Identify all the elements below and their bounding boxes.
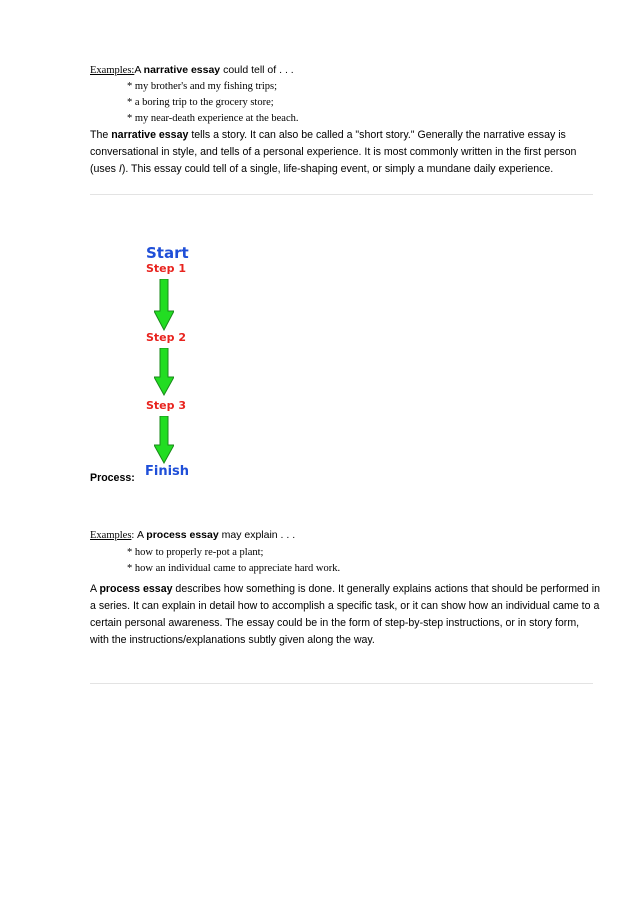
narrative-intro-post: could tell of . . .: [220, 64, 294, 76]
flowchart-finish-label: Finish: [145, 464, 190, 479]
process-paragraph: [90, 581, 600, 649]
down-arrow-icon: [154, 279, 174, 331]
narrative-para-mid: tells a story. It can also be called a "short story." Generally the narrative essay is conversational in style, and tells of a personal experience. It is most commonly written in the first person (uses: [90, 129, 577, 175]
narrative-intro-pre: A: [134, 64, 144, 76]
process-para-bold: process essay: [99, 583, 173, 595]
flowchart-step-label: Step 1: [146, 262, 186, 275]
narrative-para-bold: narrative essay: [111, 129, 189, 141]
narrative-example-item: * my brother's and my fishing trips;: [127, 81, 278, 92]
section-divider: [90, 683, 593, 684]
flowchart-start-label: Start: [146, 244, 189, 262]
narrative-examples-label: Examples:: [90, 65, 135, 76]
flowchart-step-label: Step 3: [146, 399, 186, 412]
process-flowchart: [138, 244, 208, 484]
narrative-example-item: * my near-death experience at the beach.: [127, 113, 299, 124]
narrative-para-post: ). This essay could tell of a single, life-shaping event, or simply a mundane daily experience.: [121, 163, 554, 175]
narrative-para-pre: The: [90, 129, 112, 141]
process-intro-post: may explain . . .: [218, 529, 296, 541]
process-para-post: describes how something is done. It generally explains actions that should be performed in a series. It can explain in detail how to accomplish a specific task, or it can show how an individual came to a certain personal awareness. The essay could be in the form of step-by-step instructions, or in story form, with the instructions/explanations subtly given along the way.: [90, 583, 601, 646]
process-intro-bold: process essay: [146, 529, 219, 541]
process-example-item: * how to properly re-pot a plant;: [127, 547, 264, 558]
process-intro-pre: A: [136, 529, 147, 541]
process-example-item: * how an individual came to appreciate hard work.: [127, 563, 341, 574]
process-examples-line: [90, 529, 295, 541]
narrative-paragraph: [90, 127, 600, 178]
narrative-para-italic: I: [118, 163, 122, 175]
process-examples-colon: :: [131, 530, 137, 541]
process-para-pre: A: [90, 583, 100, 595]
narrative-example-item: * a boring trip to the grocery store;: [127, 97, 274, 108]
down-arrow-icon: [154, 416, 174, 464]
process-examples-label: Examples: [90, 530, 132, 541]
process-label: Process:: [90, 472, 135, 484]
down-arrow-icon: [154, 348, 174, 396]
narrative-examples-line: [90, 64, 294, 76]
flowchart-step-label: Step 2: [146, 331, 186, 344]
section-divider: [90, 194, 593, 195]
narrative-intro-bold: narrative essay: [143, 64, 221, 76]
